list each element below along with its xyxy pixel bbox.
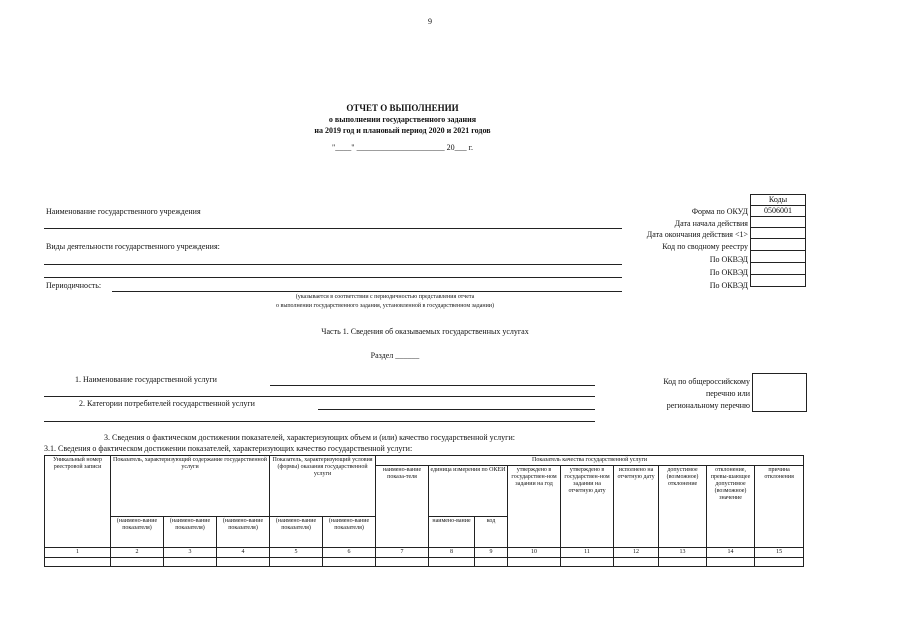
okved-label-3: По ОКВЭД bbox=[709, 281, 748, 290]
okved-label-2: По ОКВЭД bbox=[709, 268, 748, 277]
col-num-4: 4 bbox=[217, 548, 270, 558]
report-date-line: "____" ______________________ 20___ г. bbox=[332, 143, 473, 152]
okved-cell-2[interactable] bbox=[751, 263, 806, 275]
th-conditions-indicator: Показатель, характеризующий условия (формы) оказания государственной услуги bbox=[270, 456, 376, 517]
periodicity-note-1: (указывается в соответствии с периодичностью представления отчета bbox=[295, 294, 475, 300]
th-approved-year: утверждено в государствен-ном задании на год bbox=[508, 466, 561, 548]
codes-header: Коды bbox=[751, 195, 806, 206]
data-cell[interactable] bbox=[707, 558, 755, 567]
section-label: Раздел ______ bbox=[370, 351, 420, 360]
col-num-12: 12 bbox=[614, 548, 659, 558]
code-label-3: региональному перечню bbox=[666, 401, 750, 410]
service-name-label: 1. Наименование государственной услуги bbox=[75, 375, 217, 384]
data-cell[interactable] bbox=[111, 558, 164, 567]
col-num-6: 6 bbox=[323, 548, 376, 558]
th-indicator-name: наимено-вание показа-теля bbox=[376, 466, 429, 548]
th-sub-name-3: (наимено-вание показателя) bbox=[164, 517, 217, 548]
th-sub-name-2: (наимено-вание показателя) bbox=[111, 517, 164, 548]
data-cell[interactable] bbox=[323, 558, 376, 567]
data-cell[interactable] bbox=[755, 558, 804, 567]
registry-code-cell[interactable] bbox=[751, 239, 806, 251]
institution-name-line[interactable] bbox=[44, 228, 622, 229]
service-name-line-2[interactable] bbox=[44, 396, 595, 397]
periodicity-note-2: о выполнении государственного задания, установленной в государственном задании) bbox=[275, 303, 494, 309]
table-row bbox=[45, 558, 804, 567]
codes-table bbox=[750, 194, 806, 287]
data-cell[interactable] bbox=[217, 558, 270, 567]
activity-line-2[interactable] bbox=[44, 277, 622, 278]
data-cell[interactable] bbox=[659, 558, 707, 567]
data-cell[interactable] bbox=[376, 558, 429, 567]
data-cell[interactable] bbox=[561, 558, 614, 567]
okved-cell-1[interactable] bbox=[751, 251, 806, 263]
end-date-label: Дата окончания действия <1> bbox=[646, 230, 748, 239]
report-title: ОТЧЕТ О ВЫПОЛНЕНИИ bbox=[346, 103, 459, 113]
start-date-cell[interactable] bbox=[751, 217, 806, 228]
th-allowed-deviation: допустимое (возможное) отклонение bbox=[659, 466, 707, 548]
th-unit-code: код bbox=[475, 517, 508, 548]
th-approved-date: утверждено в государствен-ном задании на отчетную дату bbox=[561, 466, 614, 548]
periodicity-line[interactable] bbox=[112, 291, 622, 292]
data-cell[interactable] bbox=[614, 558, 659, 567]
th-quality-indicator: Показатель качества государственной услуги bbox=[376, 456, 804, 466]
th-reason: причина отклонения bbox=[755, 466, 804, 548]
th-excess-deviation: отклонение, превы-шающее допустимое (возможное) значение bbox=[707, 466, 755, 548]
activity-types-label: Виды деятельности государственного учреждения: bbox=[46, 242, 220, 251]
th-sub-name-6: (наимено-вание показателя) bbox=[323, 517, 376, 548]
code-label-1: Код по общероссийскому bbox=[663, 377, 750, 386]
consumers-line[interactable] bbox=[318, 409, 595, 410]
col-num-3: 3 bbox=[164, 548, 217, 558]
okved-label-1: По ОКВЭД bbox=[709, 255, 748, 264]
report-subtitle: о выполнении государственного задания bbox=[328, 115, 477, 124]
quality-heading: 3.1. Сведения о фактическом достижении показателей, характеризующих качество государственной услуги: bbox=[44, 444, 413, 453]
col-num-1: 1 bbox=[45, 548, 111, 558]
quality-indicators-table bbox=[44, 455, 804, 567]
indicators-heading: 3. Сведения о фактическом достижении показателей, характеризующих объем и (или) качество государственной услуги: bbox=[104, 433, 515, 442]
col-num-8: 8 bbox=[429, 548, 475, 558]
service-name-line[interactable] bbox=[270, 385, 595, 386]
col-num-11: 11 bbox=[561, 548, 614, 558]
th-sub-name-4: (наимено-вание показателя) bbox=[217, 517, 270, 548]
column-numbers-row bbox=[45, 548, 804, 558]
report-period: на 2019 год и плановый период 2020 и 2021 годов bbox=[314, 126, 491, 135]
th-sub-name-5: (наимено-вание показателя) bbox=[270, 517, 323, 548]
th-registry-number: Уникальный номер реестровой записи bbox=[45, 456, 111, 548]
th-unit: единица измерения по ОКЕИ bbox=[429, 466, 508, 517]
code-label-2: перечню или bbox=[705, 389, 750, 398]
consumers-line-2[interactable] bbox=[44, 421, 595, 422]
okud-label: Форма по ОКУД bbox=[691, 207, 748, 216]
activity-line-1[interactable] bbox=[44, 264, 622, 265]
start-date-label: Дата начала действия bbox=[674, 219, 748, 228]
okud-code-cell[interactable]: 0506001 bbox=[751, 206, 806, 217]
th-executed: исполнено на отчетную дату bbox=[614, 466, 659, 548]
data-cell[interactable] bbox=[508, 558, 561, 567]
col-num-10: 10 bbox=[508, 548, 561, 558]
col-num-13: 13 bbox=[659, 548, 707, 558]
end-date-cell[interactable] bbox=[751, 228, 806, 239]
registry-code-label: Код по сводному реестру bbox=[662, 242, 748, 251]
data-cell[interactable] bbox=[270, 558, 323, 567]
col-num-15: 15 bbox=[755, 548, 804, 558]
part-title: Часть 1. Сведения об оказываемых государственных услугах bbox=[321, 327, 529, 336]
okved-cell-3[interactable] bbox=[751, 275, 806, 287]
data-cell[interactable] bbox=[429, 558, 475, 567]
periodicity-label: Периодичность: bbox=[46, 281, 102, 290]
consumers-label: 2. Категории потребителей государственной услуги bbox=[79, 399, 255, 408]
col-num-5: 5 bbox=[270, 548, 323, 558]
data-cell[interactable] bbox=[475, 558, 508, 567]
col-num-14: 14 bbox=[707, 548, 755, 558]
col-num-2: 2 bbox=[111, 548, 164, 558]
th-unit-name: наимено-вание bbox=[429, 517, 475, 548]
service-code-box[interactable] bbox=[752, 373, 807, 412]
institution-name-label: Наименование государственного учреждения bbox=[46, 207, 201, 216]
th-content-indicator: Показатель, характеризующий содержание государственной услуги bbox=[111, 456, 270, 517]
data-cell[interactable] bbox=[164, 558, 217, 567]
data-cell[interactable] bbox=[45, 558, 111, 567]
col-num-7: 7 bbox=[376, 548, 429, 558]
page-number: 9 bbox=[428, 17, 432, 26]
col-num-9: 9 bbox=[475, 548, 508, 558]
